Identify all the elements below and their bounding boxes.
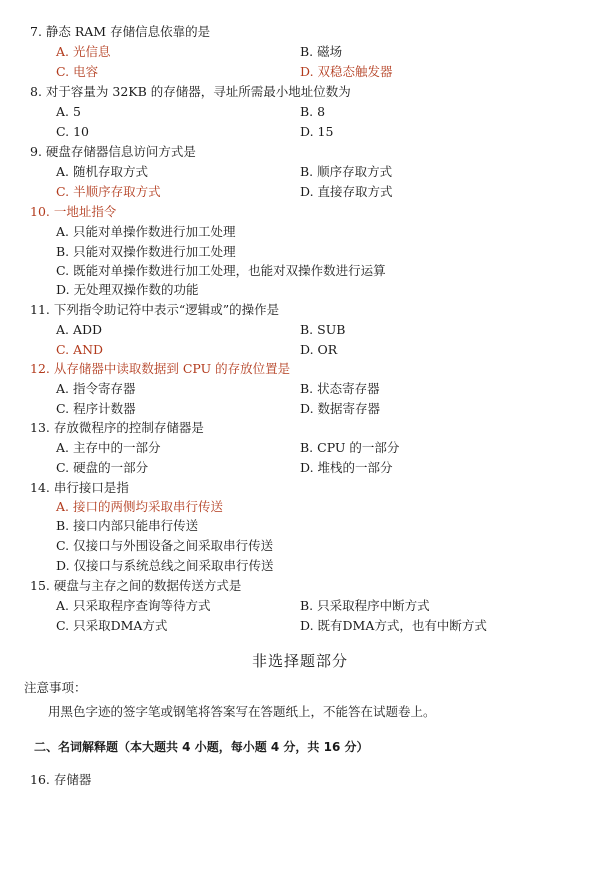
section-title: 非选择题部分 (251, 652, 348, 670)
question-11-option-d: D. OR (300, 342, 338, 357)
question-14-option-c: C. 仅接口与外围设备之间采取串行传送 (56, 538, 274, 553)
question-8-option-d: D. 15 (300, 124, 334, 139)
question-9-option-c: C. 半顺序存取方式 (56, 184, 161, 199)
question-14-option-d: D. 仅接口与系统总线之间采取串行传送 (56, 558, 274, 573)
question-14-option-b: B. 接口内部只能串行传送 (56, 518, 199, 533)
question-10-option-b: B. 只能对双操作数进行加工处理 (56, 244, 236, 259)
question-7-option-d: D. 双稳态触发器 (300, 64, 393, 79)
question-11-option-b: B. SUB (300, 322, 346, 337)
question-12-option-b: B. 状态寄存器 (300, 381, 380, 396)
question-15-option-b: B. 只采取程序中断方式 (300, 598, 430, 613)
question-8-stem: 8. 对于容量为 32KB 的存储器，寻址所需最小地址位数为 (30, 84, 351, 99)
question-15-stem: 15. 硬盘与主存之间的数据传送方式是 (30, 578, 242, 593)
question-15-option-a: A. 只采取程序查询等待方式 (56, 598, 211, 613)
question-10-option-a: A. 只能对单操作数进行加工处理 (56, 224, 236, 239)
question-7-option-c: C. 电容 (56, 64, 99, 79)
question-11-stem: 11. 下列指令助记符中表示“逻辑或”的操作是 (30, 302, 280, 317)
question-13-stem: 13. 存放微程序的控制存储器是 (30, 420, 204, 435)
question-9-option-d: D. 直接存取方式 (300, 184, 393, 199)
question-10-option-d: D. 无处理双操作数的功能 (56, 282, 199, 297)
question-10-option-c: C. 既能对单操作数进行加工处理，也能对双操作数进行运算 (56, 263, 386, 278)
notes-text: 用黑色字迹的签字笔或钢笔将答案写在答题纸上，不能答在试题卷上。 (48, 704, 436, 719)
question-9-stem: 9. 硬盘存储器信息访问方式是 (30, 144, 196, 159)
question-13-option-b: B. CPU 的一部分 (300, 440, 400, 455)
question-8-option-b: B. 8 (300, 104, 326, 119)
question-8-option-c: C. 10 (56, 124, 89, 139)
question-9-option-b: B. 顺序存取方式 (300, 164, 393, 179)
part2-heading: 二、名词解释题（本大题共 4 小题，每小题 4 分，共 16 分） (34, 740, 369, 754)
question-13-option-c: C. 硬盘的一部分 (56, 460, 149, 475)
question-8-option-a: A. 5 (56, 104, 81, 119)
question-10-stem: 10. 一地址指令 (30, 204, 117, 219)
question-15-option-c: C. 只采取DMA方式 (56, 618, 168, 633)
question-11-option-a: A. ADD (56, 322, 103, 337)
question-7-option-a: A. 光信息 (56, 44, 111, 59)
question-12-option-a: A. 指令寄存器 (56, 381, 136, 396)
question-12-stem: 12. 从存储器中读取数据到 CPU 的存放位置是 (30, 361, 291, 376)
question-13-option-d: D. 堆栈的一部分 (300, 460, 393, 475)
question-7-option-b: B. 磁场 (300, 44, 343, 59)
question-15-option-d: D. 既有DMA方式，也有中断方式 (300, 618, 487, 633)
question-11-option-c: C. AND (56, 342, 104, 357)
notes-label: 注意事项： (24, 680, 87, 695)
question-13-option-a: A. 主存中的一部分 (56, 440, 161, 455)
question-14-option-a: A. 接口的两侧均采取串行传送 (56, 499, 223, 514)
question-16-stem: 16. 存储器 (30, 772, 92, 787)
question-14-stem: 14. 串行接口是指 (30, 480, 129, 495)
question-9-option-a: A. 随机存取方式 (56, 164, 148, 179)
question-12-option-d: D. 数据寄存器 (300, 401, 381, 416)
question-12-option-c: C. 程序计数器 (56, 401, 136, 416)
question-7-stem: 7. 静态 RAM 存储信息依靠的是 (30, 24, 211, 39)
